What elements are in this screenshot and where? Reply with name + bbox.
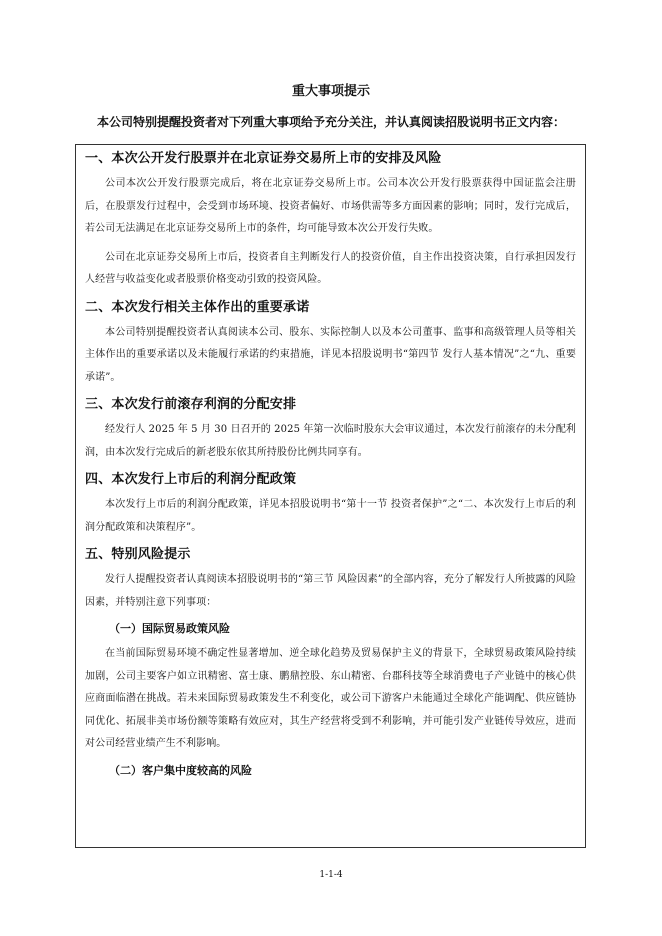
section-5-heading: 五、特别风险提示 xyxy=(85,547,191,562)
page-subtitle: 本公司特别提醒投资者对下列重大事项给予充分关注，并认真阅读招股说明书正文内容： xyxy=(96,115,565,129)
section-1-heading: 一、本次公开发行股票并在北京证券交易所上市的安排及风险 xyxy=(85,151,442,166)
section-4-heading: 四、本次发行上市后的利润分配政策 xyxy=(85,472,297,487)
subsection-trade-policy-risk-heading: （一）国际贸易政策风险 xyxy=(109,622,230,635)
page-number: 1-1-4 xyxy=(319,870,343,880)
subsection-trade-policy-risk-paragraph: 在当前国际贸易环境不确定性显著增加、逆全球化趋势及贸易保护主义的背景下，全球贸易政策风险持续加剧，公司主要客户如立讯精密、富士康、鹏鼎控股、东山精密、台郡科技等全球消费电子产业链中的核心供应商面临潜在挑战。若未来国际贸易政策发生不利变化，或公司下游客户未能通过全球化产能调配、供应链协同优化、拓展非美市场份额等策略有效应对，其生产经营将受到不利影响，并可能引发产业链传导效应，进而对公司经营业绩产生不利影响。 xyxy=(85,648,576,749)
section-3-heading: 三、本次发行前滚存利润的分配安排 xyxy=(85,397,297,412)
page-title: 重大事项提示 xyxy=(291,84,370,99)
section-5-paragraph-1: 发行人提醒投资者认真阅读本招股说明书的“第三节 风险因素”的全部内容，充分了解发行人所披露的风险因素，并特别注意下列事项： xyxy=(85,574,576,608)
section-3-paragraph-1: 经发行人 2025 年 5 月 30 日召开的 2025 年第一次临时股东大会审议通过，本次发行前滚存的未分配利润，由本次发行完成后的新老股东依其所持股份比例共同享有。 xyxy=(85,424,577,458)
subsection-customer-concentration-risk-heading: （二）客户集中度较高的风险 xyxy=(109,763,252,777)
section-1-paragraph-1: 公司本次公开发行股票完成后，将在北京证券交易所上市。公司本次公开发行股票获得中国证监会注册后，在股票发行过程中，会受到市场环境、投资者偏好、市场供需等多方面因素的影响；同时，发行完成后，若公司无法满足在北京证券交易所上市的条件，均可能导致本次公开发行失败。 xyxy=(85,178,576,234)
content-box xyxy=(75,144,586,848)
section-1-paragraph-2: 公司在北京证券交易所上市后，投资者自主判断发行人的投资价值，自主作出投资决策，自行承担因发行人经营与收益变化或者股票价格变动引致的投资风险。 xyxy=(85,251,576,285)
section-2-heading: 二、本次发行相关主体作出的重要承诺 xyxy=(85,299,310,315)
section-4-paragraph-1: 本次发行上市后的利润分配政策，详见本招股说明书“第十一节 投资者保护”之“二、本次发行上市后的利润分配政策和决策程序”。 xyxy=(85,499,576,533)
section-2-paragraph-1: 本公司特别提醒投资者认真阅读本公司、股东、实际控制人以及本公司董事、监事和高级管理人员等相关主体作出的重要承诺以及未能履行承诺的约束措施，详见本招股说明书“第四节 发行人基本情况”之“九、重要承诺”。 xyxy=(85,326,576,383)
